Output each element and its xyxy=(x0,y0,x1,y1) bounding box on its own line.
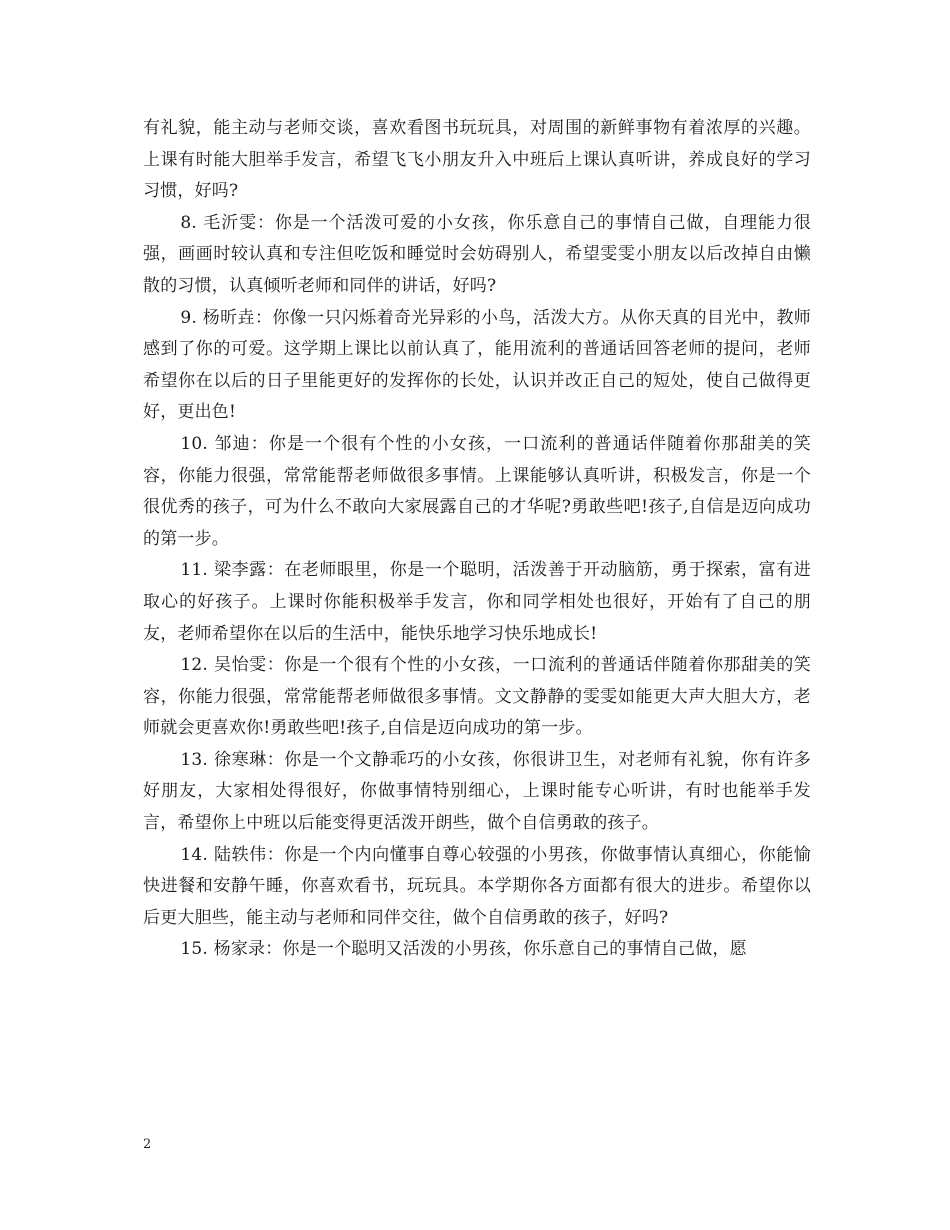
paragraph-comment-8: 8. 毛沂雯：你是一个活泼可爱的小女孩，你乐意自己的事情自己做，自理能力很强，画画时较认真和专注但吃饭和睡觉时会妨碍别人，希望雯雯小朋友以后改掉自由懒散的习惯，认真倾听老师和同伴的讲话，好吗? xyxy=(143,212,811,296)
paragraph-comment-9: 9. 杨昕垚：你像一只闪烁着奇光异彩的小鸟，活泼大方。从你天真的目光中，教师感到了你的可爱。这学期上课比以前认真了，能用流利的普通话回答老师的提问，老师希望你在以后的日子里能更好的发挥你的长处，认识并改正自己的短处，使自己做得更好，更出色! xyxy=(143,307,811,423)
document-body xyxy=(143,113,811,966)
paragraph-continuation: 有礼貌，能主动与老师交谈，喜欢看图书玩玩具，对周围的新鲜事物有着浓厚的兴趣。上课有时能大胆举手发言，希望飞飞小朋友升入中班后上课认真听讲，养成良好的学习习惯，好吗? xyxy=(143,118,811,202)
page-number: 2 xyxy=(143,1137,152,1152)
paragraph-comment-15: 15. 杨家录：你是一个聪明又活泼的小男孩，你乐意自己的事情自己做，愿 xyxy=(180,939,747,960)
paragraph-comment-11: 11. 梁李露：在老师眼里，你是一个聪明，活泼善于开动脑筋，勇于探索，富有进取心的好孩子。上课时你能积极举手发言，你和同学相处也很好，开始有了自己的朋友，老师希望你在以后的生活中，能快乐地学习快乐地成长! xyxy=(143,560,811,644)
paragraph-comment-12: 12. 吴怡雯：你是一个很有个性的小女孩，一口流利的普通话伴随着你那甜美的笑容，你能力很强，常常能帮老师做很多事情。文文静静的雯雯如能更大声大胆大方，老师就会更喜欢你!勇敢些吧!孩子,自信是迈向成功的第一步。 xyxy=(143,655,811,739)
paragraph-comment-14: 14. 陆轶伟：你是一个内向懂事自尊心较强的小男孩，你做事情认真细心，你能愉快进餐和安静午睡，你喜欢看书，玩玩具。本学期你各方面都有很大的进步。希望你以后更大胆些，能主动与老师和同伴交往，做个自信勇敢的孩子，好吗? xyxy=(143,844,811,928)
paragraph-comment-13: 13. 徐寒琳：你是一个文静乖巧的小女孩，你很讲卫生，对老师有礼貌，你有许多好朋友，大家相处得很好，你做事情特别细心，上课时能专心听讲，有时也能举手发言，希望你上中班以后能变得更活泼开朗些，做个自信勇敢的孩子。 xyxy=(143,749,811,834)
paragraph-comment-10: 10. 邹迪：你是一个很有个性的小女孩，一口流利的普通话伴随着你那甜美的笑容，你能力很强，常常能帮老师做很多事情。上课能够认真听讲，积极发言，你是一个很优秀的孩子，可为什么不敢向大家展露自己的才华呢?勇敢些吧!孩子,自信是迈向成功的第一步。 xyxy=(143,433,811,549)
